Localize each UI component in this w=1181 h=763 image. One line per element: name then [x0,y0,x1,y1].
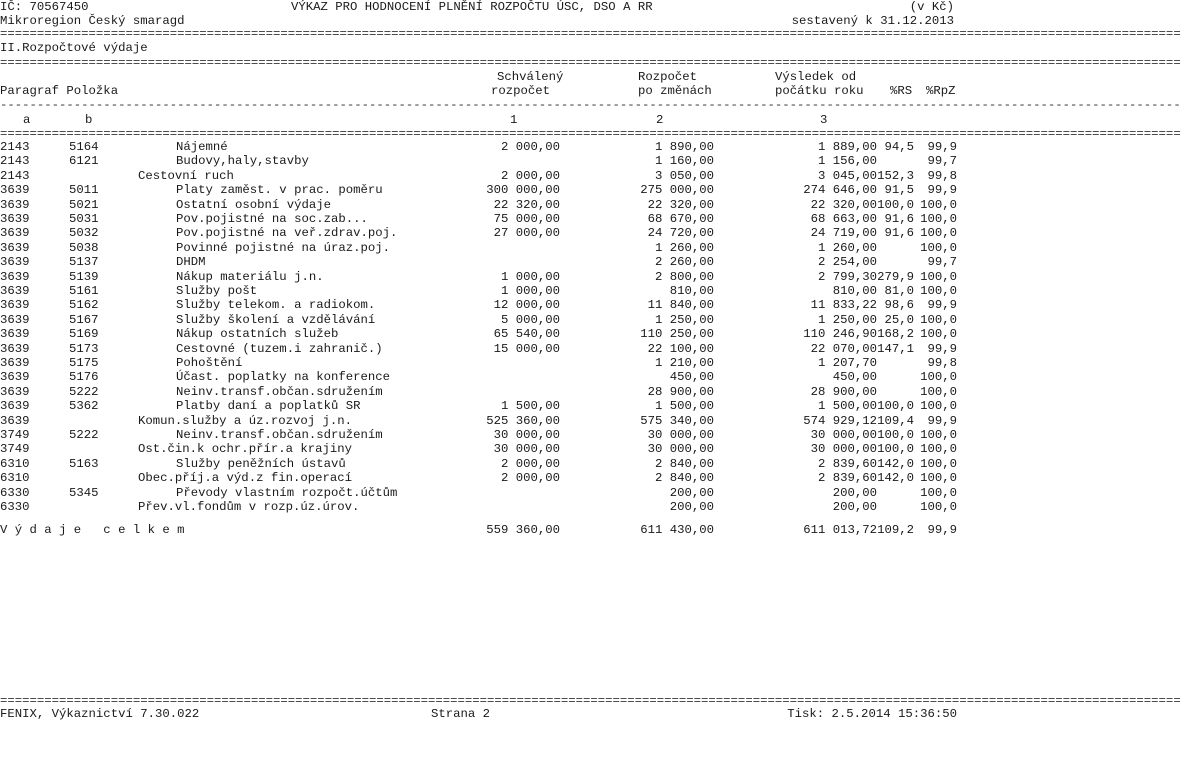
rpz-value: 100,0 [920,197,957,212]
rpz-value: 100,0 [920,370,957,385]
vysledek-value: 2 254,00 [817,255,877,270]
idx-3: 3 [820,113,828,127]
rpz-value: 99,9 [927,183,957,198]
polozka: 5137 [69,255,99,270]
polozka: 5167 [69,312,99,327]
table-row [0,212,960,226]
rozpocet-value: 110 250,00 [640,327,714,342]
polozka: 5021 [69,197,99,212]
paragraf: 3639 [0,197,30,212]
polozka: 5011 [69,183,99,198]
rpz-value: 100,0 [920,226,957,241]
rpz-value: 100,0 [920,240,957,255]
item-name: Cestovní ruch [138,168,234,183]
polozka: 5031 [69,212,99,226]
rpz-value: 99,9 [927,413,957,428]
rozpocet-value: 200,00 [669,485,714,500]
table-row [0,414,960,428]
idx-1: 1 [510,113,518,127]
column-header-line-1 [0,70,960,84]
item-name: Nájemné [176,140,228,154]
vysledek-value: 22 070,00 [810,341,877,356]
vysledek-value: 574 929,12 [803,413,877,428]
schvaleny-value: 2 000,00 [500,140,560,154]
polozka: 5161 [69,284,99,298]
item-name: Nákup ostatních služeb [176,327,339,342]
polozka: 5163 [69,456,99,471]
table-row [0,226,960,240]
vysledek-value: 68 663,00 [810,212,877,226]
item-name: Služby peněžních ústavů [176,456,346,471]
rpz-value: 100,0 [920,456,957,471]
rs-value: 94,5 [884,140,914,154]
col-schvaleny-2: rozpočet [491,84,551,98]
rozpocet-value: 28 900,00 [647,384,714,399]
rpz-value: 99,9 [927,140,957,154]
table-row [0,183,960,197]
rs-value: 91,5 [884,183,914,198]
polozka: 5362 [69,399,99,414]
header-line-2 [0,14,960,28]
table-row [0,327,960,341]
vysledek-value: 28 900,00 [810,384,877,399]
paragraf: 3749 [0,428,30,442]
schvaleny-value: 1 000,00 [500,269,560,284]
table-row [0,428,960,442]
item-name: Převody vlastním rozpočt.účtům [176,485,398,500]
item-name: Ost.čin.k ochr.přír.a krajiny [138,442,353,457]
rozpocet-value: 200,00 [669,500,714,514]
col-rpz: %RpZ [926,84,956,98]
table-row [0,270,960,284]
column-index-line [0,113,960,127]
paragraf: 2143 [0,140,30,154]
rpz-value: 100,0 [920,428,957,442]
double-rule-footer: ================================================================================================================================================================ [0,694,1181,708]
item-name: Účast. poplatky na konference [176,370,391,385]
idx-2: 2 [656,113,664,127]
rozpocet-value: 2 840,00 [654,471,714,486]
col-paragraf-polozka: Paragraf Položka [0,84,119,98]
item-name: Pohoštění [176,356,243,370]
vysledek-value: 200,00 [832,500,877,514]
vysledek-value: 110 246,90 [803,327,877,342]
vysledek-value: 1 889,00 [817,140,877,154]
table-row [0,486,960,500]
rozpocet-value: 1 250,00 [654,312,714,327]
rpz-value: 100,0 [920,212,957,226]
schvaleny-value: 5 000,00 [500,312,560,327]
polozka: 5169 [69,327,99,342]
rpz-value: 99,8 [927,356,957,370]
item-name: Povinné pojistné na úraz.poj. [176,240,391,255]
rozpocet-value: 1 500,00 [654,399,714,414]
schvaleny-value: 75 000,00 [493,212,560,226]
item-name: Ostatní osobní výdaje [176,197,331,212]
schvaleny-value: 2 000,00 [500,456,560,471]
column-header-line-2 [0,84,960,98]
table-row [0,154,960,168]
total-schvaleny: 559 360,00 [486,523,560,537]
table-row [0,198,960,212]
paragraf: 3639 [0,399,30,414]
total-rs: 109,2 [877,523,914,537]
rpz-value: 100,0 [920,500,957,514]
rozpocet-value: 1 260,00 [654,240,714,255]
polozka: 5222 [69,428,99,442]
table-row [0,140,960,154]
table-row [0,169,960,183]
rs-value: 91,6 [884,212,914,226]
schvaleny-value: 65 540,00 [493,327,560,342]
rpz-value: 100,0 [920,269,957,284]
vysledek-value: 2 839,60 [817,471,877,486]
polozka: 5345 [69,485,99,500]
page-number: Strana 2 [431,707,491,721]
paragraf: 6310 [0,456,30,471]
paragraf: 2143 [0,168,30,183]
rozpocet-value: 30 000,00 [647,442,714,457]
paragraf: 2143 [0,154,30,169]
rpz-value: 100,0 [920,471,957,486]
vysledek-value: 274 646,00 [803,183,877,198]
dash-rule: ---------------------------------------------------------------------------------------------------------------------------------------------------------------- [0,98,1181,112]
double-rule-section: ================================================================================================================================================================ [0,56,1181,70]
rs-value: 25,0 [884,312,914,327]
header-line-1 [0,0,960,14]
rpz-value: 100,0 [920,312,957,327]
rozpocet-value: 22 100,00 [647,341,714,356]
rozpocet-value: 24 720,00 [647,226,714,241]
rozpocet-value: 575 340,00 [640,413,714,428]
section-title: II.Rozpočtové výdaje [0,41,148,55]
rozpocet-value: 22 320,00 [647,197,714,212]
rpz-value: 99,7 [927,255,957,270]
vysledek-value: 30 000,00 [810,428,877,442]
rpz-value: 99,7 [927,154,957,169]
rpz-value: 100,0 [920,485,957,500]
paragraf: 3639 [0,240,30,255]
paragraf: 3639 [0,255,30,270]
rpz-value: 100,0 [920,442,957,457]
paragraf: 3639 [0,356,30,370]
rozpocet-value: 1 890,00 [654,140,714,154]
item-name: Nákup materiálu j.n. [176,269,324,284]
schvaleny-value: 1 500,00 [500,399,560,414]
rozpocet-value: 2 260,00 [654,255,714,270]
software-version: FENIX, Výkaznictví 7.30.022 [0,707,200,721]
paragraf: 3639 [0,384,30,399]
paragraf: 6330 [0,485,30,500]
ico: IČ: 70567450 [0,0,89,14]
paragraf: 3639 [0,226,30,241]
rs-value: 147,1 [877,341,914,356]
polozka: 5032 [69,226,99,241]
rs-value: 100,0 [877,428,914,442]
total-row [0,523,960,537]
table-row [0,385,960,399]
item-name: DHDM [176,255,206,270]
rs-value: 142,0 [877,456,914,471]
paragraf: 3639 [0,284,30,298]
rozpocet-value: 3 050,00 [654,168,714,183]
polozka: 5164 [69,140,99,154]
rpz-value: 100,0 [920,284,957,298]
vysledek-value: 2 799,30 [817,269,877,284]
paragraf: 3639 [0,413,30,428]
paragraf: 6310 [0,471,30,486]
schvaleny-value: 525 360,00 [486,413,560,428]
vysledek-value: 2 839,60 [817,456,877,471]
polozka: 5222 [69,384,99,399]
table-row [0,500,960,514]
col-schvaleny-1: Schválený [497,70,564,84]
rozpocet-value: 2 840,00 [654,456,714,471]
col-rozpocet-1: Rozpočet [638,70,698,84]
idx-b: b [85,113,93,127]
idx-a: a [23,113,31,127]
rozpocet-value: 1 160,00 [654,154,714,169]
table-row [0,370,960,384]
rpz-value: 99,9 [927,298,957,313]
currency: (v Kč) [909,0,954,14]
schvaleny-value: 2 000,00 [500,168,560,183]
rs-value: 100,0 [877,442,914,457]
double-rule-body: ================================================================================================================================================================ [0,127,1181,141]
polozka: 5162 [69,298,99,313]
rs-value: 279,9 [877,269,914,284]
rs-value: 91,6 [884,226,914,241]
item-name: Pov.pojistné na soc.zab... [176,212,368,226]
schvaleny-value: 30 000,00 [493,428,560,442]
paragraf: 3749 [0,442,30,457]
rozpocet-value: 11 840,00 [647,298,714,313]
item-name: Služby telekom. a radiokom. [176,298,376,313]
footer-line [0,707,960,721]
rozpocet-value: 275 000,00 [640,183,714,198]
table-row [0,399,960,413]
vysledek-value: 200,00 [832,485,877,500]
schvaleny-value: 30 000,00 [493,442,560,457]
rozpocet-value: 450,00 [669,370,714,385]
item-name: Komun.služby a úz.rozvoj j.n. [138,413,353,428]
polozka: 5038 [69,240,99,255]
paragraf: 3639 [0,183,30,198]
paragraf: 6330 [0,500,30,514]
schvaleny-value: 15 000,00 [493,341,560,356]
schvaleny-value: 22 320,00 [493,197,560,212]
rs-value: 109,4 [877,413,914,428]
table-row [0,313,960,327]
col-vysledek-2: počátku roku [775,84,864,98]
total-rozpocet: 611 430,00 [640,523,714,537]
print-timestamp: Tisk: 2.5.2014 15:36:50 [787,707,957,721]
paragraf: 3639 [0,298,30,313]
total-label: V ý d a j e c e l k e m [0,523,185,537]
item-name: Budovy,haly,stavby [176,154,309,169]
vysledek-value: 1 207,70 [817,356,877,370]
vysledek-value: 810,00 [832,284,877,298]
rozpocet-value: 68 670,00 [647,212,714,226]
total-rpz: 99,9 [927,523,957,537]
item-name: Pov.pojistné na veř.zdrav.poj. [176,226,398,241]
item-name: Obec.příj.a výd.z fin.operací [138,471,353,486]
table-row [0,241,960,255]
vysledek-value: 11 833,22 [810,298,877,313]
schvaleny-value: 300 000,00 [486,183,560,198]
rozpocet-value: 1 210,00 [654,356,714,370]
rs-value: 100,0 [877,399,914,414]
rs-value: 100,0 [877,197,914,212]
schvaleny-value: 27 000,00 [493,226,560,241]
table-row [0,298,960,312]
rs-value: 152,3 [877,168,914,183]
double-rule-top: ================================================================================================================================================================ [0,27,1181,41]
rs-value: 98,6 [884,298,914,313]
rs-value: 142,0 [877,471,914,486]
rpz-value: 99,8 [927,168,957,183]
rozpocet-value: 2 800,00 [654,269,714,284]
vysledek-value: 3 045,00 [817,168,877,183]
col-rozpocet-2: po změnách [638,84,712,98]
vysledek-value: 1 260,00 [817,240,877,255]
paragraf: 3639 [0,212,30,226]
paragraf: 3639 [0,370,30,385]
item-name: Platy zaměst. v prac. poměru [176,183,383,198]
table-row [0,356,960,370]
organization: Mikroregion Český smaragd [0,14,185,28]
item-name: Neinv.transf.občan.sdružením [176,428,383,442]
polozka: 5175 [69,356,99,370]
table-row [0,471,960,485]
polozka: 6121 [69,154,99,169]
table-row [0,457,960,471]
rpz-value: 99,9 [927,341,957,356]
paragraf: 3639 [0,269,30,284]
total-vysledek: 611 013,72 [803,523,877,537]
rpz-value: 100,0 [920,399,957,414]
item-name: Cestovné (tuzem.i zahranič.) [176,341,383,356]
paragraf: 3639 [0,312,30,327]
polozka: 5139 [69,269,99,284]
rozpocet-value: 30 000,00 [647,428,714,442]
vysledek-value: 1 250,00 [817,312,877,327]
schvaleny-value: 2 000,00 [500,471,560,486]
compiled-date: sestavený k 31.12.2013 [791,14,954,28]
table-row [0,442,960,456]
table-row [0,284,960,298]
schvaleny-value: 1 000,00 [500,284,560,298]
paragraf: 3639 [0,327,30,342]
col-vysledek-1: Výsledek od [775,70,857,84]
item-name: Platby daní a poplatků SR [176,399,361,414]
item-name: Neinv.transf.občan.sdružením [176,384,383,399]
vysledek-value: 450,00 [832,370,877,385]
item-name: Přev.vl.fondům v rozp.úz.úrov. [138,500,360,514]
paragraf: 3639 [0,341,30,356]
vysledek-value: 30 000,00 [810,442,877,457]
col-rs: %RS [890,84,913,98]
report-title: VÝKAZ PRO HODNOCENÍ PLNĚNÍ ROZPOČTU ÚSC, DSO A RR [291,0,653,14]
polozka: 5173 [69,341,99,356]
rs-value: 81,0 [884,284,914,298]
vysledek-value: 1 500,00 [817,399,877,414]
item-name: Služby školení a vzdělávání [176,312,376,327]
rpz-value: 100,0 [920,384,957,399]
vysledek-value: 1 156,00 [817,154,877,169]
rs-value: 168,2 [877,327,914,342]
table-row [0,342,960,356]
rpz-value: 100,0 [920,327,957,342]
vysledek-value: 24 719,00 [810,226,877,241]
table-row [0,255,960,269]
vysledek-value: 22 320,00 [810,197,877,212]
polozka: 5176 [69,370,99,385]
schvaleny-value: 12 000,00 [493,298,560,313]
rozpocet-value: 810,00 [669,284,714,298]
item-name: Služby pošt [176,284,258,298]
